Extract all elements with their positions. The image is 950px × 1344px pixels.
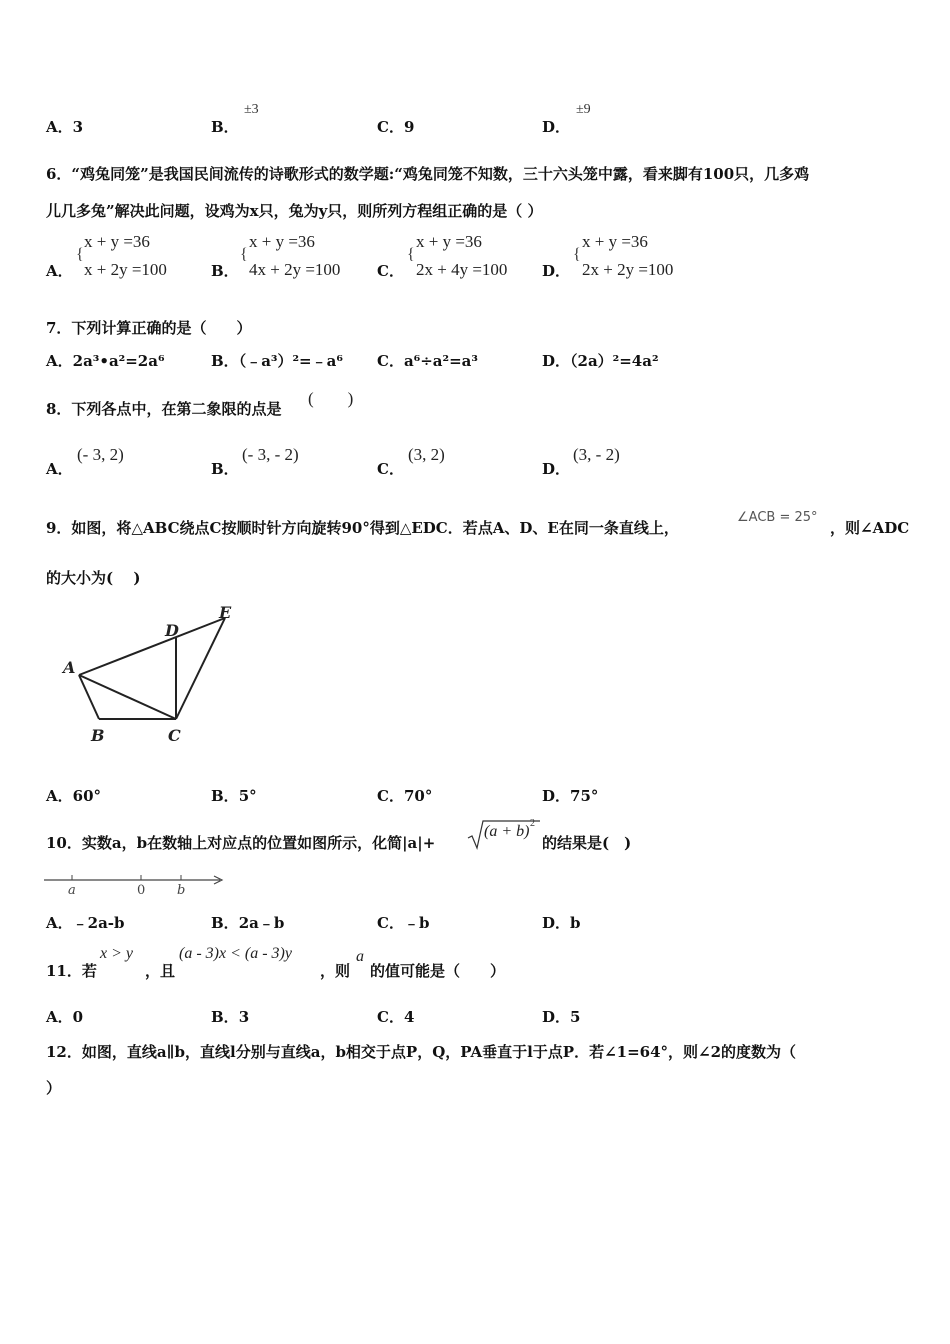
- q5-option-b-letter: B．: [211, 118, 239, 136]
- q11-prefix: 11．若: [46, 962, 97, 980]
- label-a: A: [63, 658, 76, 677]
- q5-option-c: C．9: [377, 118, 415, 136]
- q8-option-b-letter: B．: [211, 460, 239, 478]
- q11-then: ，则: [320, 962, 351, 980]
- q6-option-c-eq2: 2x + 4y =100: [416, 260, 508, 279]
- q6-option-a-eq2: x + 2y =100: [84, 260, 167, 279]
- q5-option-d-letter: D．: [542, 118, 571, 136]
- brace-icon: {: [407, 246, 415, 263]
- q8-option-d-letter: D．: [542, 460, 571, 478]
- q6-option-c-letter: C．: [377, 262, 404, 280]
- q12-stem-line2: ）: [46, 1079, 62, 1097]
- q6-option-a-letter: A．: [46, 262, 73, 280]
- q6-option-d-eq2: 2x + 2y =100: [582, 260, 674, 279]
- q10-stem-a: 10．实数a，b在数轴上对应点的位置如图所示，化简|a|+: [46, 834, 436, 852]
- q6-option-a-eq1: x + y =36: [84, 232, 150, 251]
- q12-stem-line1: 12．如图，直线a∥b，直线l分别与直线a，b相交于点P，Q，PA垂直于l于点P．若∠1=64°，则∠2的度数为（: [46, 1043, 797, 1061]
- q11-option-d: D．5: [542, 1008, 581, 1026]
- axis-label-zero: 0: [137, 883, 146, 898]
- segment-ae: [79, 618, 225, 675]
- segment-ec: [176, 618, 225, 719]
- q9-angle-condition: ∠ACB = 25°: [737, 510, 818, 525]
- segment-ab: [79, 675, 99, 719]
- q11-option-b: B．3: [211, 1008, 250, 1026]
- q6-option-b-eq2: 4x + 2y =100: [249, 260, 341, 279]
- q6-stem-line1: 6．“鸡兔同笼”是我国民间流传的诗歌形式的数学题:“鸡兔同笼不知数，三十六头笼中露，看来脚有100只，几多鸡: [46, 165, 810, 183]
- label-b: B: [91, 726, 105, 745]
- axis-label-b: b: [177, 883, 186, 898]
- axis-label-a: a: [68, 883, 76, 898]
- q8-option-b-value: (- 3, - 2): [242, 445, 299, 464]
- q11-tail: 的值可能是（ ）: [370, 962, 506, 980]
- q10-option-a: A．﹣2a-b: [46, 914, 125, 932]
- segment-ac: [79, 675, 176, 719]
- q8-option-c-value: (3, 2): [408, 445, 445, 464]
- q9-option-b: B．5°: [211, 787, 257, 805]
- q7-stem: 7．下列计算正确的是（ ）: [46, 319, 252, 337]
- label-c: C: [168, 726, 181, 745]
- q11-option-c: C．4: [377, 1008, 415, 1026]
- q11-option-a: A．0: [46, 1008, 84, 1026]
- q11-condition-1: x > y: [100, 945, 133, 962]
- q7-option-b: B．（﹣a³）²=﹣a⁶: [211, 352, 343, 370]
- q11-condition-2: (a - 3)x < (a - 3)y: [179, 945, 292, 962]
- label-d: D: [165, 621, 179, 640]
- q9-option-a: A．60°: [46, 787, 102, 805]
- q6-option-d-eq1: x + y =36: [582, 232, 648, 251]
- q10-option-d: D．b: [542, 914, 581, 932]
- q6-option-b-eq1: x + y =36: [249, 232, 315, 251]
- q6-stem-line2: 儿几多兔”解决此问题，设鸡为x只，兔为y只，则所列方程组正确的是（ ）: [46, 202, 543, 220]
- q8-option-c-letter: C．: [377, 460, 404, 478]
- q9-figure: [55, 598, 245, 748]
- q5-option-d-value: ±9: [576, 102, 591, 117]
- q9-stem-line2: 的大小为( ): [46, 569, 141, 587]
- q11-variable: a: [356, 948, 364, 965]
- q11-mid: ，且: [145, 962, 176, 980]
- q5-option-b-value: ±3: [244, 102, 259, 117]
- q9-option-c: C．70°: [377, 787, 433, 805]
- q9-option-d: D．75°: [542, 787, 599, 805]
- label-e: E: [219, 603, 232, 622]
- brace-icon: {: [240, 246, 248, 263]
- brace-icon: {: [76, 246, 84, 263]
- q10-stem-b: 的结果是( ): [542, 834, 632, 852]
- q6-option-b-letter: B．: [211, 262, 239, 280]
- q8-stem: 8．下列各点中，在第二象限的点是: [46, 400, 282, 418]
- q8-option-a-letter: A．: [46, 460, 73, 478]
- q8-option-a-value: (- 3, 2): [77, 445, 124, 464]
- q10-option-b: B．2a﹣b: [211, 914, 285, 932]
- q10-number-line: [44, 868, 230, 898]
- q7-option-c: C．a⁶÷a²=a³: [377, 352, 478, 370]
- q8-paren: ( ): [308, 389, 354, 408]
- q7-option-d: D．（2a）²=4a²: [542, 352, 659, 370]
- q7-option-a: A．2a³•a²=2a⁶: [46, 352, 165, 370]
- q6-option-d-letter: D．: [542, 262, 571, 280]
- q9-stem-a: 9．如图，将△ABC绕点C按顺时针方向旋转90°得到△EDC．若点A、D、E在同一条直线上，: [46, 519, 679, 537]
- brace-icon: {: [573, 246, 581, 263]
- q8-option-d-value: (3, - 2): [573, 445, 620, 464]
- q9-stem-b: ，则∠ADC: [830, 519, 910, 537]
- q5-option-a: A．3: [46, 118, 84, 136]
- q6-option-c-eq1: x + y =36: [416, 232, 482, 251]
- q10-option-c: C．﹣b: [377, 914, 430, 932]
